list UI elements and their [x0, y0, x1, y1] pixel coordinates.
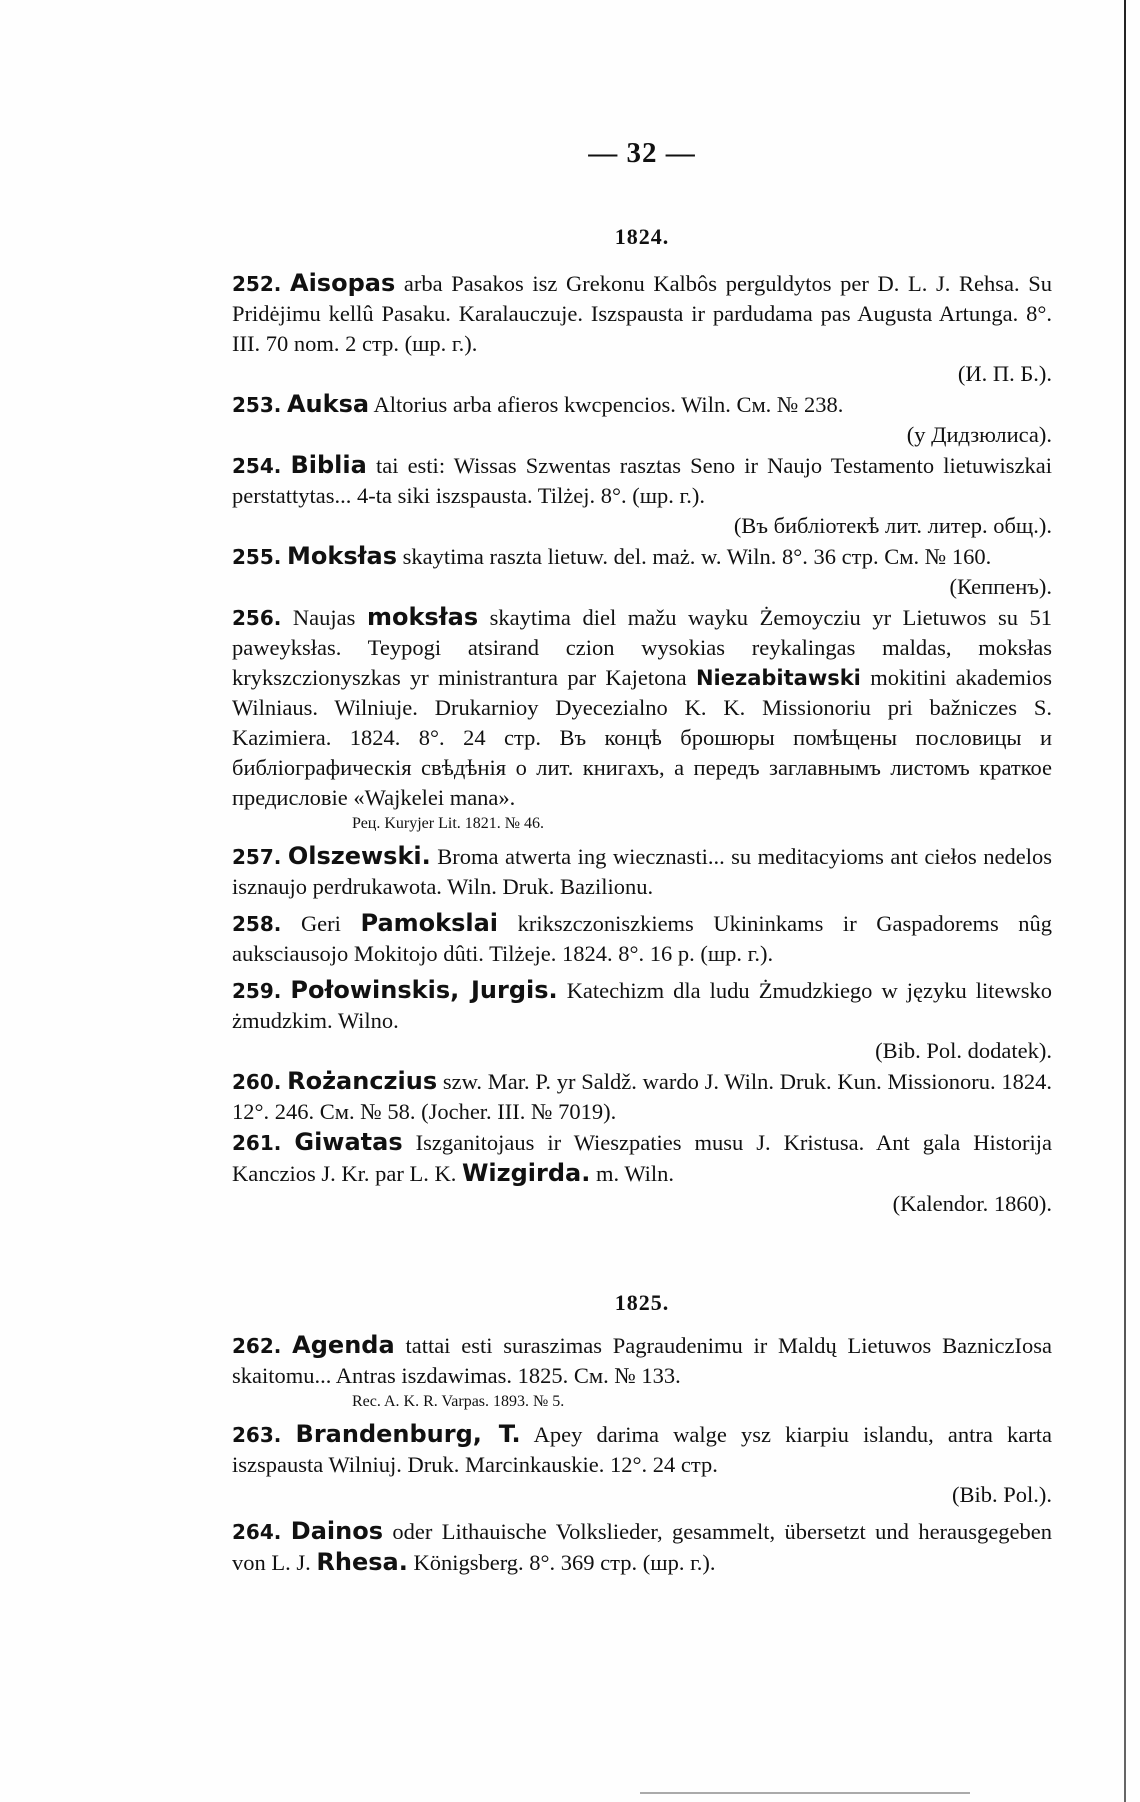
- entry-260: [232, 1066, 1052, 1127]
- entry-number: 257.: [232, 845, 282, 869]
- entry-259: [232, 975, 1052, 1066]
- entry-text: Broma atwerta ing wiecznasti... su meditacyioms ant ciełos nedelos isznaujo perdrukawota. Wiln. Druk. Bazilionu.: [232, 844, 1053, 899]
- year-heading-1824: 1824.: [614, 224, 670, 249]
- entry-264: [232, 1516, 1052, 1578]
- entry-262: [232, 1330, 1052, 1413]
- entry-text-cont: mokitini akademios Wilniaus. Wilniuje. Drukarnioy Dyecezialno K. K. Missionoriu pri bažniczes S. Kazimiera. 1824. 8°. 24 стр. Въ концѣ брошюры помѣщены пословицы и библіографическія свѣдѣнія о лит. книгахъ, а передъ заглавнымъ листомъ краткое предисловіе «Wajkelei mana».: [232, 665, 1053, 810]
- entry-title: Moksłas: [286, 542, 397, 570]
- entry-number: 258.: [232, 912, 282, 936]
- entry-source: (Kalendor. 1860).: [892, 1191, 1052, 1216]
- entry-title: Brandenburg, T.: [295, 1420, 521, 1448]
- entry-author: Rhesa.: [316, 1548, 408, 1576]
- entry-number: 252.: [232, 272, 282, 296]
- entry-254: [232, 450, 1052, 541]
- entry-author: Niezabitawski: [695, 666, 861, 690]
- entry-text: szw. Mar. P. yr Saldž. wardo J. Wiln. Druk. Kun. Missionoru. 1824. 12°. 246. См. № 58. (Jocher. III. № 7019).: [232, 1069, 1053, 1124]
- entry-number: 255.: [232, 545, 282, 569]
- entry-title: Auksa: [286, 390, 370, 418]
- entry-title: Aisopas: [290, 269, 396, 297]
- entry-source: (у Дидзюлиса).: [906, 422, 1052, 447]
- entry-256: [232, 602, 1052, 835]
- entry-source: (Bib. Pol. dodatek).: [875, 1038, 1052, 1063]
- entry-text: Altorius arba afieros kwcpencios. Wiln. См. № 238.: [373, 392, 844, 417]
- entries-1825: [232, 1330, 1052, 1578]
- entry-number: 256.: [232, 606, 282, 630]
- entry-number: 259.: [232, 979, 282, 1003]
- entry-text: oder Lithauische Volkslieder, gesammelt, übersetzt und herausgegeben von L. J.: [232, 1519, 1052, 1575]
- entry-number: 264.: [232, 1520, 282, 1544]
- entry-257: [232, 841, 1052, 902]
- entry-title: Olszewski.: [287, 842, 431, 870]
- scan-edge: [1124, 0, 1126, 1802]
- entry-255: [232, 541, 1052, 602]
- entry-252: [232, 268, 1052, 389]
- entry-source: (Въ библіотекѣ лит. литер. общ.).: [733, 513, 1052, 538]
- entry-number: 253.: [232, 393, 282, 417]
- year-heading-1825: 1825.: [614, 1290, 670, 1315]
- entry-text: skaytima diel mažu wayku Żemoycziu yr Lietuwos su 51 paweyksłas. Teypogi atsirand czion wysokias reykalingas maldas, moksłas krykszczionyszkas yr ministrantura par Kajetona: [232, 605, 1053, 690]
- entry-263: [232, 1419, 1052, 1510]
- entry-text: tai esti: Wissas Szwentas rasztas Seno ir Naujo Testamento lietuwiszkai perstattytas... 4-ta siki iszspausta. Tilżej. 8°. (шр. г.).: [232, 453, 1053, 508]
- entry-number: 263.: [232, 1423, 282, 1447]
- entries-1824: [232, 268, 1052, 1219]
- entry-review: Rec. A. K. R. Varpas. 1893. № 5.: [352, 1393, 565, 1410]
- entry-text: tattai esti suraszimas Pagraudenimu ir Maldų Lietuwos BazniczIosa skaitomu... Antras iszdawimas. 1825. См. № 133.: [232, 1333, 1053, 1388]
- entry-title: Dainos: [290, 1517, 383, 1545]
- scan-mark: [640, 1792, 970, 1794]
- entry-text-pre: Naujas: [292, 605, 356, 630]
- entry-text: Katechizm dla ludu Żmudzkiego w języku litewsko żmudzkim. Wilno.: [232, 978, 1052, 1033]
- entry-number: 262.: [232, 1334, 282, 1358]
- entry-text-cont: m. Wiln.: [595, 1161, 675, 1186]
- entry-source: (Bib. Pol.).: [951, 1482, 1052, 1507]
- entry-258: [232, 908, 1052, 969]
- entry-253: [232, 389, 1052, 450]
- entry-source: (И. П. Б.).: [957, 361, 1052, 386]
- entry-number: 254.: [232, 454, 282, 478]
- entry-261: [232, 1127, 1052, 1219]
- entry-text: Iszganitojaus ir Wieszpaties musu J. Kristusa. Ant gala Historija Kanczios J. Kr. par L. K.: [232, 1130, 1053, 1186]
- entry-source: (Кеппенъ).: [949, 574, 1052, 599]
- entry-review: Рец. Kuryjer Lit. 1821. № 46.: [352, 815, 545, 832]
- entry-title: Agenda: [292, 1331, 395, 1359]
- entry-text: Apey darima walge ysz kiarpiu islandu, antra karta iszspausta Wilniuj. Druk. Marcinkauskie. 12°. 24 стр.: [232, 1422, 1052, 1477]
- entry-text-pre: Geri: [300, 911, 341, 936]
- entry-title: Giwatas: [294, 1128, 403, 1156]
- page-number: — 32 —: [588, 137, 696, 169]
- entry-text: arba Pasakos isz Grekonu Kalbôs perguldytos per D. L. J. Rehsa. Su Pridėjimu kellû Pasaku. Karalauczuje. Iszspausta ir pardudama pas Augusta Artunga. 8°. III. 70 nom. 2 стр. (шр. г.).: [232, 271, 1053, 356]
- entry-title: Połowinskis, Jurgis.: [290, 976, 558, 1004]
- entry-author: Wizgirda.: [461, 1159, 591, 1187]
- entry-number: 261.: [232, 1131, 282, 1155]
- entry-title: Pamokslai: [360, 909, 499, 937]
- entry-text: skaytima raszta lietuw. del. maż. w. Wiln. 8°. 36 стр. См. № 160.: [402, 544, 992, 569]
- entry-text: krikszczoniszkiems Ukininkams ir Gaspadorems nûg auksciausojo Mokitojo dûti. Tilżeje. 1824. 8°. 16 p. (шр. г.).: [232, 911, 1053, 966]
- entry-number: 260.: [232, 1070, 282, 1094]
- entry-title: moksłas: [366, 603, 479, 631]
- entry-text-cont: Königsberg. 8°. 369 стр. (шр. г.).: [413, 1550, 716, 1575]
- entry-title: Biblia: [290, 451, 367, 479]
- entry-title: Rożanczius: [287, 1067, 438, 1095]
